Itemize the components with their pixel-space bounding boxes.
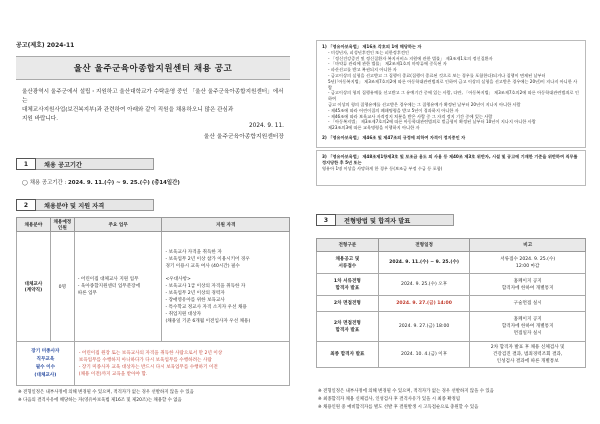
special-desc-cell [74, 342, 289, 386]
qual-line: 경기 이용시 교육 여사 (40시간) 필수 [165, 263, 240, 269]
qualification-cell [162, 232, 290, 342]
rule-item: - 「아동복지법」 제3조제7호의2에 따른 아동학대관련범죄로 벌금형이 확정된 날부터 10년이 지나지 아니한 사람 [328, 119, 536, 125]
notice-org: 울산 울주군육아종합지원센터장 [203, 134, 284, 140]
note-cell: 서류접수 2024. 9. 25.(수) 12:00 마감 [470, 252, 586, 274]
note-cell: 홈페이지 공지 합격자에 한하여 개별통지 면접일자 실시 [470, 312, 586, 342]
table-header-row [17, 218, 290, 232]
section-2-header [16, 199, 154, 211]
table-row [17, 232, 290, 342]
duty-cell [74, 232, 162, 342]
table-row [317, 342, 586, 368]
section-title: 채용 공고기간 [36, 158, 154, 170]
intro-line: 지원 바랍니다. [22, 116, 58, 122]
pref-line: - 특수학교 정교사 자격 소지자 우선 채용 [165, 304, 247, 310]
rule-item: - 미성년자, 피성년후견인 또는 피한정후견인 [328, 49, 409, 55]
note-line: ※ 다음의 결격사유에 해당하는 자(영유아보육법 제16조 및 제20조)는 채용할 수 없음 [18, 398, 182, 403]
pref-line: - 보육업무 2년 이상의 경력자 [165, 290, 225, 296]
section-1-header [16, 158, 154, 170]
stage-cell: 2차 면접전형 합격자 발표 [317, 312, 379, 342]
disqualification-box-2 [316, 150, 586, 186]
table-row [17, 342, 290, 386]
note-cell: 2차 합격자 발표 후 채용 신체검사 및 건강검진 결과, 범죄경력조회 결과, 인성검사 결과에 따른 개별통보 [470, 342, 586, 368]
header-qualification: 지원 자격 [162, 218, 290, 232]
section-number: 2 [16, 199, 36, 211]
duty-line: - 어린이집 대체교사 지원 업무 [77, 277, 139, 282]
header-count: 채용예정 인원 [50, 218, 74, 232]
header-schedule: 전형일정 [378, 239, 470, 252]
note-line: ※ 전형일정은 내부사정에 의해 변경될 수 있으며, 적격자가 없는 경우 선발하지 않을 수 있음 [318, 389, 494, 394]
stage-cell: 1차 서류전형 합격자 발표 [317, 274, 379, 296]
duty-line: 따른 업무 [77, 291, 97, 296]
special-line: - 어린이집 원장 또는 보육교사의 자격을 취득한 사람으로서 만 2년 이상 [78, 350, 223, 356]
pref-line: (채용일 기준 6개월 이전입사자 우선 채용) [165, 318, 251, 324]
schedule-cell: 2024. 9. 27.(금) 18:00 [378, 312, 470, 342]
rule-lead: 1) 「영유아보육법」 제16조 각호의 1에 해당하는 자 [322, 44, 422, 49]
rule-item: - 「마약류 관리에 관한 법률」 제2조제1호의 마약류에 중독된 자 [328, 61, 447, 67]
rule-item: - 금고이상의 형의 집행유예를 선고받고 그 유예기간 중에 있는 사람, 다만, 「아동복지법」 제3조제7호의2에 따른 아동학대관련범죄로 인하여 [328, 90, 579, 102]
document-number: 공고(제호) 2024-11 [16, 42, 75, 49]
intro-line: 울산광역시 울주군에서 설립・지원하고 울산대학교가 수탁운영 중인 「울산 울주군육아종합지원센터」에서는 [22, 89, 284, 104]
section-number: 3 [316, 214, 336, 226]
special-line: - 장기 미종사자 교육 대상자는 반드시 다시 보육업무를 수행하기 이전 [78, 364, 218, 370]
note-cell: 구술면접 실시 [470, 296, 586, 312]
stage-cell: 2차 면접전형 [317, 296, 379, 312]
header-stage: 전형구분 [317, 239, 379, 252]
schedule-cell: 2024. 10. 4.(금) 이후 [378, 342, 470, 368]
rule-item: - 「정신건강증진 및 정신질환자 복지서비스 지원에 관한 법률」 제3조제1호의 정신질환자 [328, 55, 493, 61]
schedule-table [316, 238, 586, 368]
left-notes [18, 389, 288, 405]
note-line: ※ 전형일정은 내부사정에 의해 변경될 수 있으며, 적격자가 없는 경우 선발하지 않을 수 있음 [18, 390, 194, 395]
table-row [317, 274, 586, 296]
header-note: 비고 [470, 239, 586, 252]
qual-line: - 보육교사 자격을 취득한 자 [165, 249, 222, 255]
notice-date: 2024. 9. 11. [248, 123, 284, 129]
table-row [317, 296, 586, 312]
section-title: 전형방법 및 합격자 발표 [336, 214, 454, 226]
pref-line: - 보육교사 1급 이상의 자격을 취득한 자 [165, 283, 246, 289]
rule-lead: 3) 「영유아보육법」 제48조제1항제3호 및 보조금 용도 외 사용 등 제40조 제3호 위반자, 시설 및 공고에 기재한 기준을 위반하여 직무를 정지당한 후 5년 또는 [322, 154, 578, 165]
stage-cell: 채용공고 및 서류접수 [317, 252, 379, 274]
rule-item: 영유아 1명 이상을 사망하게 한 경우 등(보조금 부정 수급 등 포함) [322, 166, 443, 171]
period-label: ◯ 채용 공고기간 : [22, 180, 68, 186]
table-row [317, 252, 586, 274]
section-number: 1 [16, 158, 36, 170]
duty-line: - 육아종합지원센터 업무분장에 [77, 284, 141, 289]
qual-line: - 보육업무 2년 이상 참가 이용시키어 경우 [165, 256, 250, 262]
special-line: (채용 이전)까지 교육을 받아야 함. [78, 371, 148, 377]
pref-line: - 취업지원 대상자 [165, 311, 202, 317]
rule-item: 금고 이상의 형의 집행유예를 선고받은 경우에는 그 집행유예가 확정된 날부터 20년이 지나지 아니한 사람 [328, 101, 521, 107]
preference-title: <우대사항> [165, 276, 191, 282]
header-duty: 주요 업무 [74, 218, 162, 232]
disqualification-box [316, 40, 586, 148]
special-line: 보육업무를 수행하지 아니하다가 다시 보육업무를 수행하려는 사람 [78, 357, 212, 363]
special-field-cell: 장기 미종사자 직무교육 필수 이수 (대체교사) [17, 342, 75, 386]
stage-cell: 최종 합격자 발표 [317, 342, 379, 368]
rule-item: - 제46조에 따라 보육교사 자격정지 처분을 받은 사람 중 그 자격 정지 기간 중에 있는 사람 [328, 113, 493, 119]
period-value: 2024. 9. 11.(수) ~ 9. 25.(수) (총14일간) [67, 180, 180, 186]
right-notes [318, 388, 588, 412]
recruitment-period [22, 178, 180, 186]
rule-item: 제23조의3에 따른 교육명령을 이행하지 아니한 자 [328, 125, 420, 131]
rule-item: - 파산선고를 받고 복권되지 아니한 자 [328, 67, 397, 73]
pref-line: - 장애영유아를 위한 보육교사 [165, 297, 225, 303]
header-field: 채용분야 [17, 218, 51, 232]
note-line: ※ 최종합격자 채용 신체검사, 인성검사 후 결격사유가 있을 시 최종 확정됨 [318, 397, 461, 402]
schedule-cell: 2024. 9. 27.(금) 14:00 [378, 296, 470, 312]
count-cell: 0명 [50, 232, 74, 342]
section-title: 채용분야 및 지원 자격 [36, 199, 154, 211]
table-header-row [317, 239, 586, 252]
note-line: ※ 채용인원 중 예비합격자를 별도 선발 후 결원발생 시 고득점순으로 충원할 수 있음 [318, 405, 479, 410]
field-cell: 대체교사 (계약직) [17, 232, 51, 342]
rule-item: - 금고이상의 실형을 선고받고 그 집행이 종료(집행이 종료된 것으로 보는 경우를 포함한다)되거나 집행이 면제된 날부터 [328, 72, 546, 78]
intro-line: 대체교사지원사업(보건복지부)과 관련하여 아래와 같이 직원을 채용하오니 많은 관심과 [22, 107, 234, 113]
notice-title: 울산 울주군육아종합지원센터 채용 공고 [16, 56, 290, 80]
section-3-header [316, 214, 454, 226]
intro-paragraph [22, 88, 288, 124]
rule-item: - 제45조에 따라 어린이집의 폐쇄명령을 받고 5년이 경과하지 아니한 자 [328, 107, 459, 113]
schedule-cell: 2024. 9. 25.(수) 오후 [378, 274, 470, 296]
rule-item: 5년(「아동복지법」 제3조제7호의2에 따른 아동학대관련범죄로 인하여 금고 이상의 실형을 선고받은 경우에는 20년)이 지나지 아니한 사람 [328, 78, 578, 90]
note-cell: 홈페이지 공지 합격자에 한하여 개별통지 [470, 274, 586, 296]
rule-lead: 2) 「영유아보육법」 제46조 및 제47조의 규정에 의하여 자격이 정지중인 자 [322, 134, 466, 140]
schedule-cell: 2024. 9. 11.(수) ~ 9. 25.(수) [378, 252, 470, 274]
table-row [317, 312, 586, 342]
qualification-table [16, 217, 290, 386]
